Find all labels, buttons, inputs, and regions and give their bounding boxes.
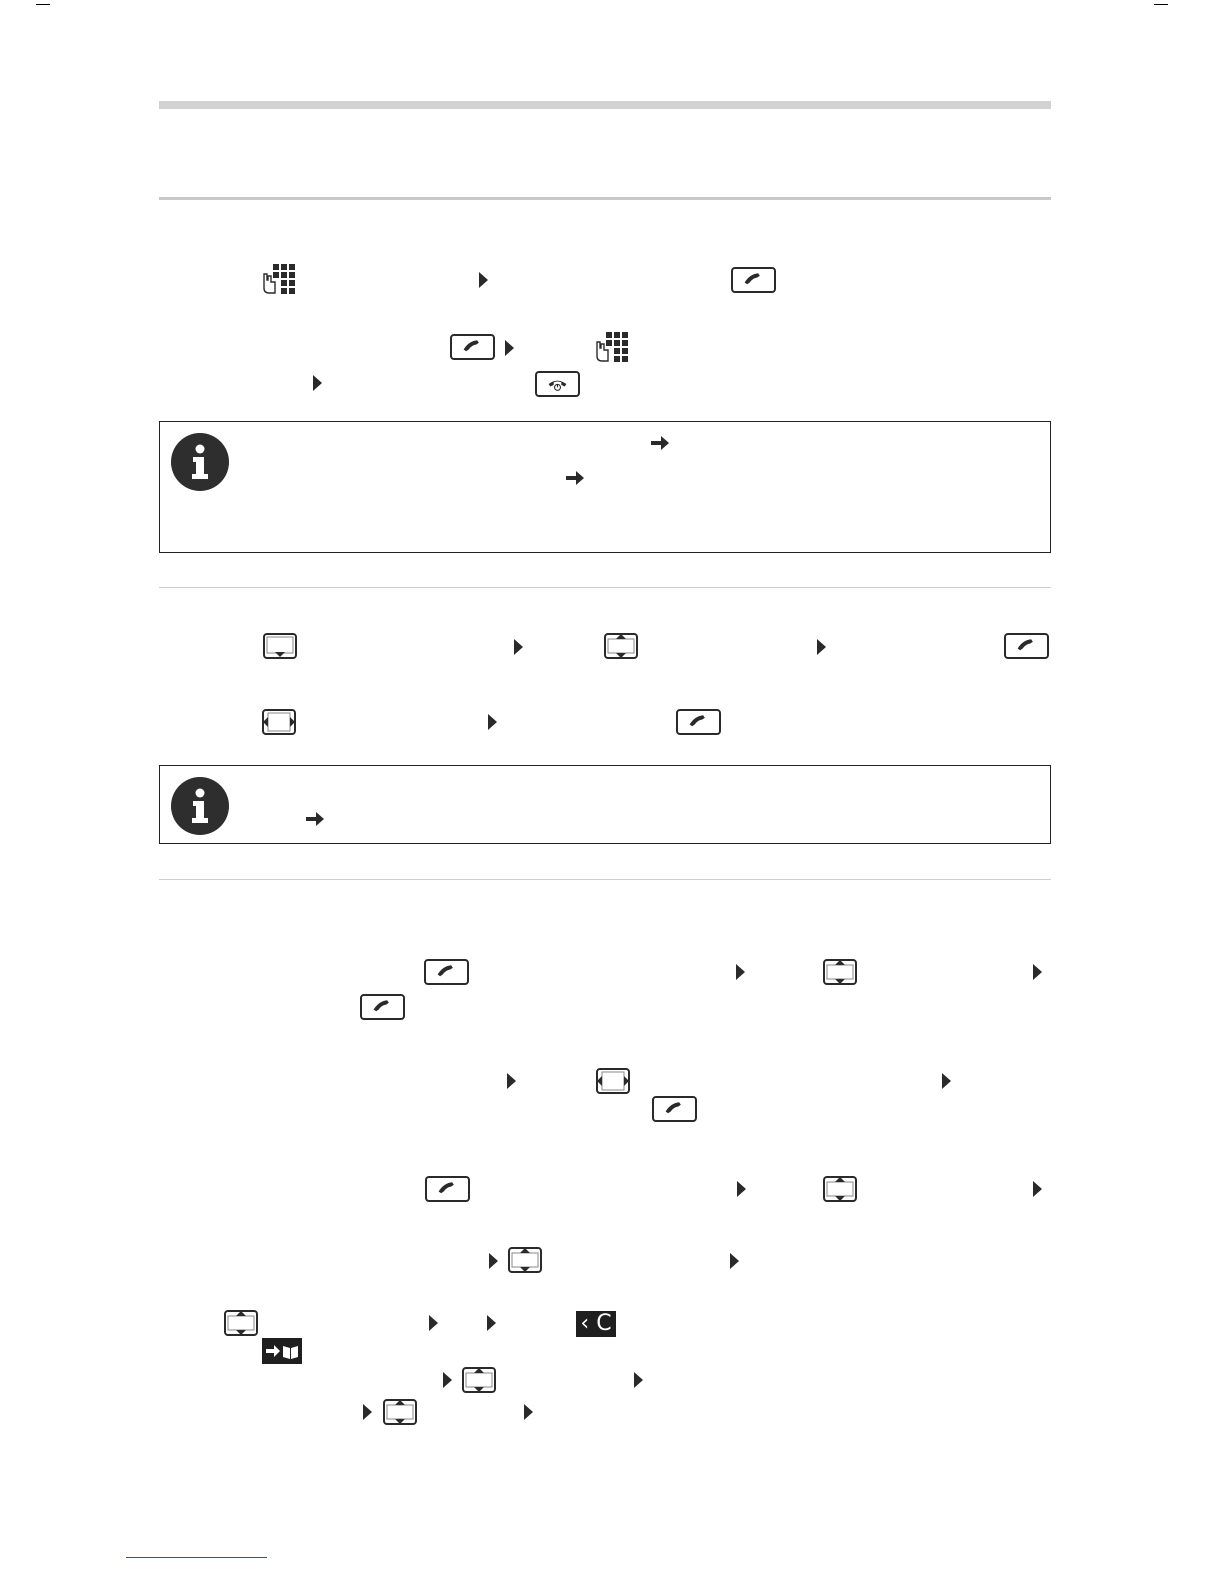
footer-link-underline[interactable] [126,1557,267,1558]
step-arrow-icon [489,1253,498,1269]
step-arrow-icon [479,272,488,288]
talk-key-icon [424,959,469,985]
step-arrow-icon [524,1404,533,1420]
info-icon [171,433,229,491]
info-box [159,421,1051,553]
keypad-icon [594,332,628,362]
info-box [159,765,1051,844]
navigation-key-up-down-icon [508,1247,542,1273]
info-icon [171,777,229,835]
step-arrow-icon [817,639,826,655]
step-arrow-icon [737,1181,746,1197]
keypad-icon [261,264,295,294]
navigation-key-up-down-icon [224,1310,258,1336]
cross-reference-arrow-icon [650,435,670,451]
section-rule [159,197,1051,200]
navigation-key-left-right-icon [262,709,296,735]
step-arrow-icon [487,1315,496,1331]
navigation-key-up-down-icon [823,1176,857,1202]
navigation-key-up-down-icon [604,633,638,659]
navigation-key-left-right-icon [596,1068,630,1094]
step-arrow-icon [505,340,514,356]
step-arrow-icon [1033,964,1042,980]
step-arrow-icon [488,714,497,730]
step-arrow-icon [443,1372,452,1388]
backspace-display-key: ‹ C [576,1311,616,1337]
step-arrow-icon [634,1372,643,1388]
talk-key-icon [1004,633,1049,659]
talk-key-icon [652,1096,697,1122]
step-arrow-icon [730,1253,739,1269]
step-arrow-icon [514,639,523,655]
step-arrow-icon [429,1315,438,1331]
step-arrow-icon [507,1073,516,1089]
cross-reference-arrow-icon [565,470,585,486]
navigation-key-up-down-icon [383,1399,417,1425]
copy-to-phonebook-display-key [262,1338,302,1364]
talk-key-icon [731,267,776,293]
step-arrow-icon [363,1404,372,1420]
step-arrow-icon [1033,1181,1042,1197]
section-divider [159,879,1051,880]
step-arrow-icon [736,964,745,980]
step-arrow-icon [942,1073,951,1089]
navigation-key-down-icon [263,633,297,659]
chapter-header-bar [159,101,1051,109]
talk-key-icon [676,709,721,735]
end-call-key-icon [535,371,580,397]
cross-reference-arrow-icon [305,811,325,827]
talk-key-icon [360,994,405,1020]
section-divider [159,587,1051,588]
crop-mark-left [36,4,50,5]
copy-to-phonebook-icon [262,1338,302,1364]
talk-key-icon [425,1176,470,1202]
navigation-key-up-down-icon [823,959,857,985]
navigation-key-up-down-icon [462,1367,496,1393]
crop-mark-right [1154,4,1168,5]
step-arrow-icon [313,375,322,391]
talk-key-icon [450,334,495,360]
